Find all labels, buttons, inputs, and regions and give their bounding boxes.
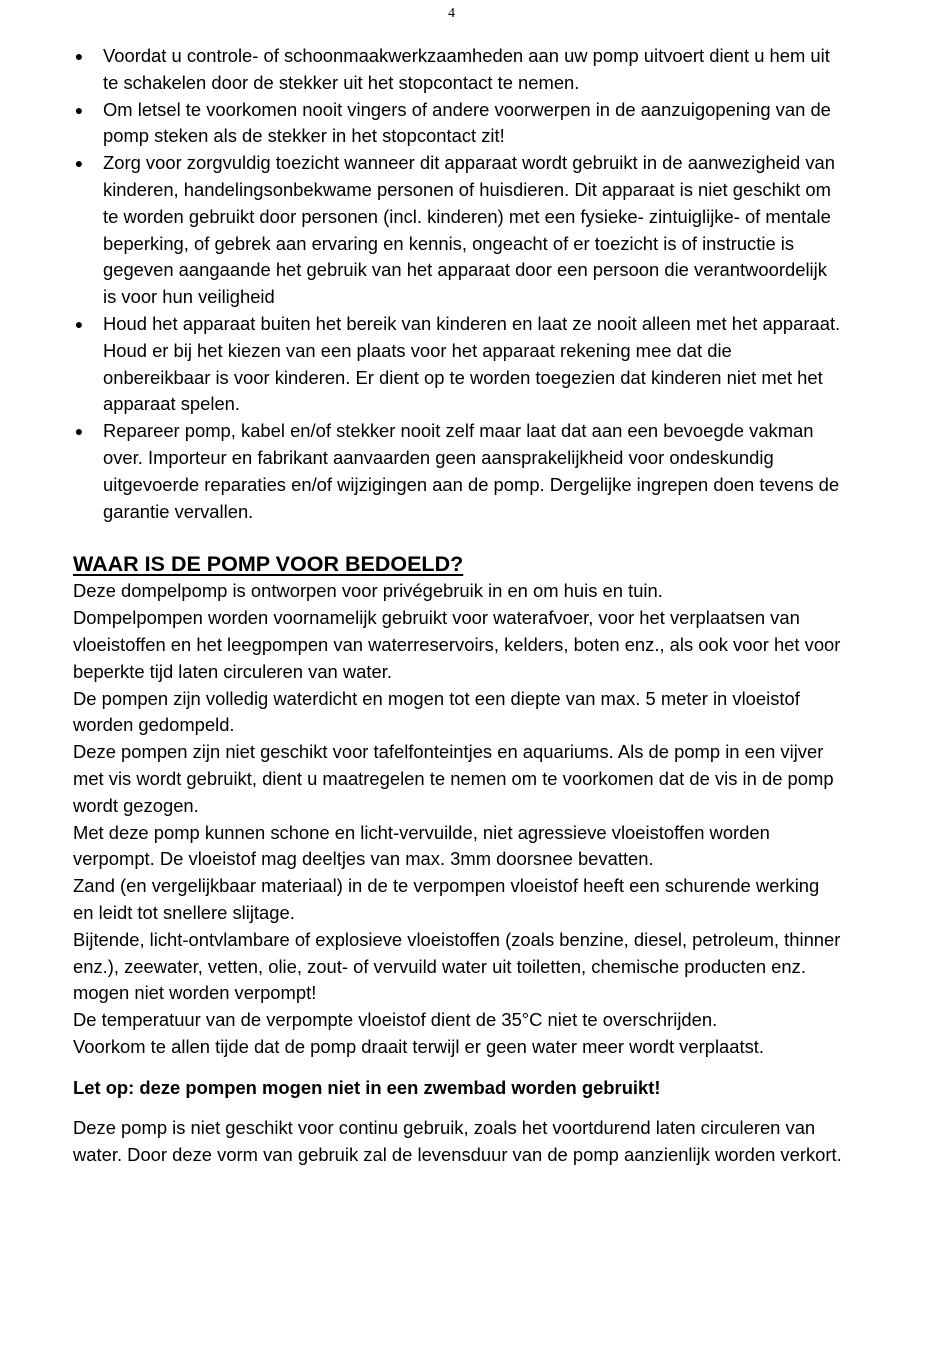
paragraph-not-suitable: Deze pompen zijn niet geschikt voor tafelfonteintjes en aquariums. Als de pomp in een vijver met vis wordt gebruikt, dient u maatregelen te nemen om te voorkomen dat de vis in de pomp wordt gezogen. [73,741,834,816]
list-item-text: Repareer pomp, kabel en/of stekker nooit zelf maar laat dat aan een bevoegde vakman over. Importeur en fabrikant aanvaarden geen aansprakelijkheid voor ondeskundig uitgevoerde reparaties en/of wijzigingen aan de pomp. Dergelijke ingrepen doen tevens de garantie vervallen. [103,420,840,522]
paragraph-sand: Zand (en vergelijkbaar materiaal) in de te verpompen vloeistof heeft een schurende werking en leidt tot snellere slijtage. [73,875,820,923]
list-item-text: Om letsel te voorkomen nooit vingers of andere voorwerpen in de aanzuigopening van de pomp steken als de stekker in het stopcontact zit! [103,98,831,147]
list-item [73,418,843,525]
paragraph-dry-running: Voorkom te allen tijde dat de pomp draait terwijl er geen water meer wordt verplaatst. [73,1035,765,1057]
paragraph-liquids: Met deze pomp kunnen schone en licht-vervuilde, niet agressieve vloeistoffen worden verpompt. De vloeistof mag deeltjes van max. 3mm doorsnee bevatten. [73,821,770,870]
section-heading: WAAR IS DE POMP VOOR BEDOELD? [73,552,464,577]
document-body [73,43,843,1169]
list-item [73,311,843,418]
paragraph-applications: Dompelpompen worden voornamelijk gebruikt voor waterafvoer, voor het verplaatsen van vloeistoffen en het leegpompen van waterreservoirs, kelders, boten enz., als ook voor het voor beperkte tijd laten circuleren van water. [73,607,841,682]
bullet-icon: ● [74,48,84,64]
list-item-text: Voordat u controle- of schoonmaakwerkzaamheden aan uw pomp uitvoert dient u hem uit te schakelen door de stekker uit het stopcontact te nemen. [103,45,830,93]
list-item [73,97,843,151]
bullet-icon: ● [74,423,84,440]
warning-text: Let op: deze pompen mogen niet in een zwembad worden gebruikt! [73,1076,661,1098]
list-item [73,43,843,97]
list-item-text: Houd het apparaat buiten het bereik van kinderen en laat ze nooit alleen met het apparaat. Houd er bij het kiezen van een plaats voor het apparaat rekening mee dat die onbereikbaar is voor kinderen. Er dient op te worden toegezien dat kinderen niet met het apparaat spelen. [103,312,841,415]
page-number: 4 [448,6,455,21]
paragraph-prohibited-liquids: Bijtende, licht-ontvlambare of explosieve vloeistoffen (zoals benzine, diesel, petroleum, thinner enz.), zeewater, vetten, olie, zout- of vervuild water uit toiletten, chemische producten enz. mogen niet worden verpompt! [73,928,841,1004]
safety-instructions-list [73,43,843,525]
list-item-text: Zorg voor zorgvuldig toezicht wanneer dit apparaat wordt gebruikt in de aanwezigheid van kinderen, handelingsonbekwame personen of huisdieren. Dit apparaat is niet geschikt om te worden gebruikt door personen (incl. kinderen) met een fysieke- zintuiglijke- of mentale beperking, of gebrek aan ervaring en kennis, ongeacht of er toezicht is of instructie is gegeven aangaande het gebruik van het apparaat door een persoon die verantwoordelijk is voor hun veiligheid [103,152,835,308]
paragraph-intended-use: Deze dompelpomp is ontworpen voor privégebruik in en om huis en tuin. [73,580,663,602]
bullet-icon: ● [74,315,84,332]
paragraph-submersion-depth: De pompen zijn volledig waterdicht en mogen tot een diepte van max. 5 meter in vloeistof worden gedompeld. [73,687,800,736]
list-item [73,150,843,311]
bullet-icon: ● [74,101,84,118]
paragraph-temperature: De temperatuur van de verpompte vloeistof dient de 35°C niet te overschrijden. [73,1009,718,1031]
bullet-icon: ● [74,155,84,172]
paragraph-continuous-use: Deze pomp is niet geschikt voor continu gebruik, zoals het voortdurend laten circuleren van water. Door deze vorm van gebruik zal de levensduur van de pomp aanzienlijk worden verkort. [73,1117,842,1166]
